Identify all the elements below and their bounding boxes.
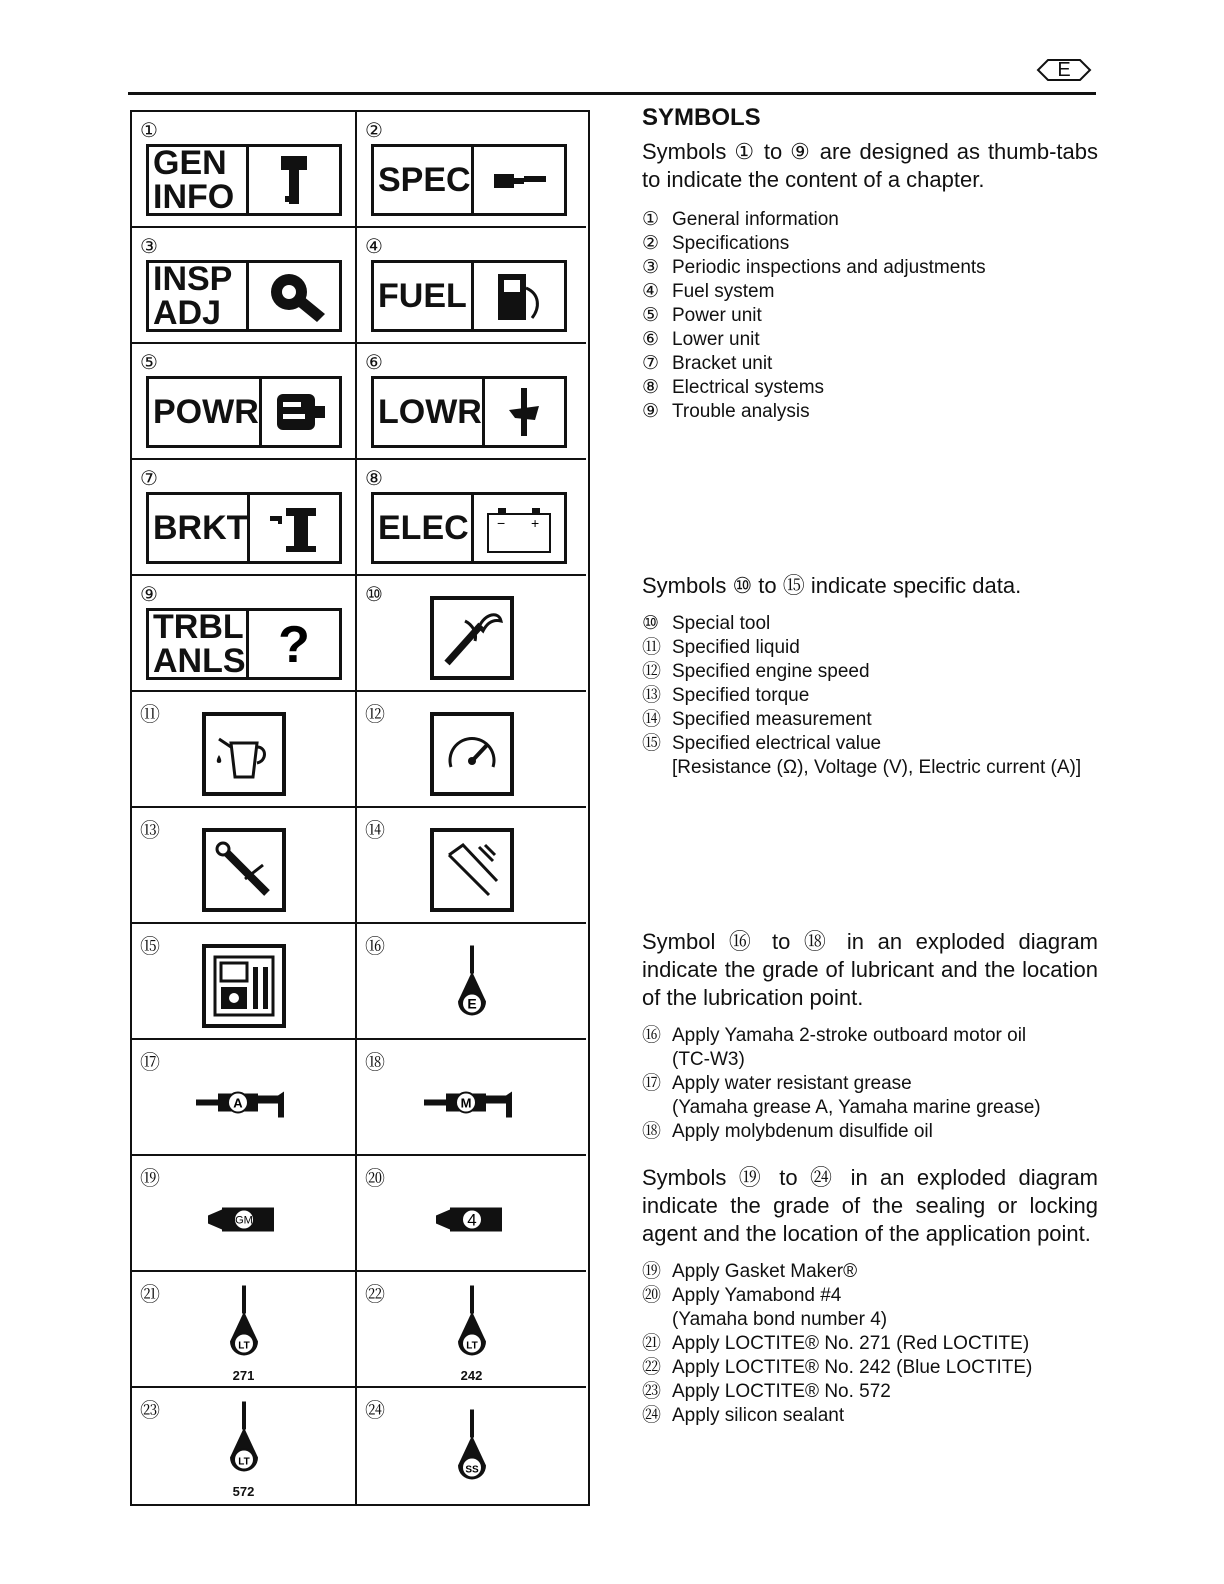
symbol-number: ⑱ xyxy=(365,1052,385,1074)
spec-probe-icon xyxy=(474,147,564,213)
list-item-text: Apply silicon sealant xyxy=(672,1405,845,1426)
thumb-tab-label xyxy=(149,608,249,680)
thumb-tab-line: ELEC xyxy=(378,509,469,547)
list-item-subtext: [Resistance (Ω), Voltage (V), Electric current (A)] xyxy=(672,757,1082,778)
svg-text:LT: LT xyxy=(465,1340,478,1352)
grease-gun-icon xyxy=(422,1086,522,1127)
symbol-number: ㉔ xyxy=(365,1400,385,1422)
list-item-number: ⑳ xyxy=(642,1285,662,1306)
thumb-tab-line: INFO xyxy=(153,178,235,216)
lubricant-section xyxy=(642,928,1098,1144)
symbol-number: ⑲ xyxy=(140,1168,160,1190)
loctite-drop-icon xyxy=(452,1286,492,1367)
list-item-number: ⑨ xyxy=(642,401,660,422)
loctite-number-label: 572 xyxy=(232,1484,255,1499)
list-item-text: Apply Gasket Maker® xyxy=(672,1261,858,1282)
list-item xyxy=(642,708,1098,732)
list-item xyxy=(642,1260,1098,1284)
symbol-number: ⑨ xyxy=(140,584,158,606)
symbol-number: ⑦ xyxy=(140,468,158,490)
list-item xyxy=(642,1404,1098,1428)
thumb-tab xyxy=(371,492,567,564)
thumb-tab-line: FUEL xyxy=(378,277,467,315)
bracket-icon xyxy=(250,495,339,561)
loctite-number-label: 271 xyxy=(232,1368,255,1383)
list-item xyxy=(642,256,1098,280)
symbol-number: ⑰ xyxy=(140,1052,160,1074)
torque-wrench-icon xyxy=(202,828,286,912)
symbol-number: ⑥ xyxy=(365,352,383,374)
list-item xyxy=(642,1284,1098,1308)
list-item-number: ㉑ xyxy=(642,1333,662,1354)
thumb-tab xyxy=(146,608,342,680)
tachometer-icon xyxy=(430,712,514,796)
wrench-icon xyxy=(249,263,339,329)
intro-paragraph-3: Symbol ⑯ to ⑱ in an exploded diagram indicate the grade of lubricant and the location of the lubrication point. xyxy=(642,929,1098,1010)
list-item xyxy=(642,352,1098,376)
list-item xyxy=(642,1380,1098,1404)
thumb-tab-label xyxy=(374,263,474,329)
list-item-text: Trouble analysis xyxy=(672,401,810,422)
svg-text:SS: SS xyxy=(464,1464,479,1476)
list-item-number: ⑤ xyxy=(642,305,660,326)
battery-icon xyxy=(474,495,564,561)
loctite-number-label: 242 xyxy=(460,1368,483,1383)
symbol-number: ⑬ xyxy=(140,820,160,842)
list-item xyxy=(642,1024,1098,1048)
list-item-number: ⑬ xyxy=(642,685,662,706)
thumb-tab-line: LOWR xyxy=(378,393,482,431)
list-item xyxy=(642,1332,1098,1356)
thumb-tab xyxy=(146,492,342,564)
list-item-number: ④ xyxy=(642,281,660,302)
fuel-pump-icon xyxy=(474,263,564,329)
list-item-text: Specified liquid xyxy=(672,637,800,658)
symbol-cell xyxy=(132,924,357,1040)
symbol-number: ⑭ xyxy=(365,820,385,842)
oil-drop-icon xyxy=(452,946,492,1027)
section-heading: SYMBOLS xyxy=(642,104,761,131)
symbol-grid xyxy=(130,110,590,1506)
symbol-cell xyxy=(132,460,357,576)
intro-paragraph-1: Symbols ① to ⑨ are designed as thumb-tabs to indicate the content of a chapter. xyxy=(642,139,1098,192)
symbol-number: ⑧ xyxy=(365,468,383,490)
svg-text:A: A xyxy=(232,1095,243,1111)
list-item xyxy=(642,1120,1098,1144)
symbol-number: ② xyxy=(365,120,383,142)
symbol-cell xyxy=(357,460,586,576)
svg-text:LT: LT xyxy=(237,1340,250,1352)
list-item xyxy=(642,376,1098,400)
list-item-subtext: (Yamaha bond number 4) xyxy=(672,1309,888,1330)
symbol-cell xyxy=(357,924,586,1040)
list-item-text: Apply Yamabond #4 xyxy=(672,1285,842,1306)
symbol-number: ㉑ xyxy=(140,1284,160,1306)
symbol-cell xyxy=(132,1156,357,1272)
list-item-text: General information xyxy=(672,209,839,230)
thumb-tab xyxy=(371,144,567,216)
svg-text:E: E xyxy=(466,995,477,1012)
symbol-cell xyxy=(132,1272,357,1388)
thumb-tab-line: INSP xyxy=(153,260,233,298)
specific-data-section xyxy=(642,572,1098,780)
list-item-text: Apply LOCTITE® No. 572 xyxy=(672,1381,891,1402)
thumb-tab xyxy=(371,376,567,448)
svg-text:−: − xyxy=(497,515,506,531)
symbol-cell xyxy=(132,1040,357,1156)
list-item-number: ㉓ xyxy=(642,1381,662,1402)
list-item xyxy=(642,232,1098,256)
question-mark-icon xyxy=(249,611,339,677)
list-item xyxy=(642,684,1098,708)
symbol-cell xyxy=(357,1040,586,1156)
list-item-number: ② xyxy=(642,233,660,254)
symbol-number: ⑩ xyxy=(365,584,383,606)
symbol-cell xyxy=(132,344,357,460)
thumb-tab-label xyxy=(149,379,262,445)
list-item-text: Specifications xyxy=(672,233,790,254)
outboard-motor-icon xyxy=(249,147,339,213)
symbol-cell xyxy=(357,1272,586,1388)
symbol-cell xyxy=(357,1388,586,1504)
list-item-number: ⑪ xyxy=(642,637,662,658)
thumb-tab-label xyxy=(149,260,249,332)
list-item-number: ⑧ xyxy=(642,377,660,398)
list-item-text: Fuel system xyxy=(672,281,775,302)
list-item-text: Bracket unit xyxy=(672,353,773,374)
symbol-cell xyxy=(357,692,586,808)
list-item-text: Specified measurement xyxy=(672,709,872,730)
list-item-number: ⑱ xyxy=(642,1121,662,1142)
svg-text:+: + xyxy=(531,515,540,531)
list-item-text: Specified torque xyxy=(672,685,810,706)
list-item-number: ⑫ xyxy=(642,661,662,682)
symbol-cell xyxy=(132,692,357,808)
list-item-number: ㉔ xyxy=(642,1405,662,1426)
thumb-tab-line: ADJ xyxy=(153,294,222,332)
thumb-tab-line: POWR xyxy=(153,393,259,431)
list-item xyxy=(642,1356,1098,1380)
symbol-number: ⑪ xyxy=(140,704,160,726)
sealant-drop-icon xyxy=(452,1410,492,1491)
loctite-drop-icon xyxy=(224,1402,264,1483)
lower-unit-icon xyxy=(485,379,564,445)
sealant-list xyxy=(642,1260,1098,1428)
loctite-drop-icon xyxy=(224,1286,264,1367)
symbol-cell xyxy=(357,228,586,344)
intro-paragraph-2: Symbols ⑩ to ⑮ indicate specific data. xyxy=(642,573,1022,598)
symbol-number: ⑮ xyxy=(140,936,160,958)
thumb-tab-line: BRKT xyxy=(153,509,248,547)
thumb-tab-line: GEN xyxy=(153,144,227,182)
list-item xyxy=(642,400,1098,424)
thumb-tab-label xyxy=(374,147,474,213)
list-item xyxy=(642,1072,1098,1096)
symbol-cell xyxy=(357,576,586,692)
sealant-tube-icon xyxy=(432,1204,512,1241)
symbols-section xyxy=(642,104,1098,424)
svg-text:4: 4 xyxy=(466,1210,477,1230)
list-item-text: Lower unit xyxy=(672,329,760,350)
thumb-tab-line: ANLS xyxy=(153,642,246,680)
list-item-text: Apply water resistant grease xyxy=(672,1073,912,1094)
list-item-number: ③ xyxy=(642,257,660,278)
list-item-number: ⑭ xyxy=(642,709,662,730)
list-item-number: ⑯ xyxy=(642,1025,662,1046)
thumb-tab-line: SPEC xyxy=(378,161,471,199)
list-item-number: ⑥ xyxy=(642,329,660,350)
language-badge xyxy=(1036,58,1092,82)
intro-paragraph-4: Symbols ⑲ to ㉔ in an exploded diagram indicate the grade of the sealing or locking agent and the location of the application point. xyxy=(642,1165,1098,1246)
list-item-text: Periodic inspections and adjustments xyxy=(672,257,986,278)
svg-text:M: M xyxy=(460,1095,471,1111)
list-item-text: Power unit xyxy=(672,305,762,326)
thumb-tab-list xyxy=(642,208,1098,424)
list-item-number: ㉒ xyxy=(642,1357,662,1378)
grease-gun-icon xyxy=(194,1086,294,1127)
symbol-number: ⑯ xyxy=(365,936,385,958)
thumb-tab xyxy=(146,260,342,332)
list-item-text: Specified engine speed xyxy=(672,661,870,682)
list-item-text: Apply Yamaha 2-stroke outboard motor oil xyxy=(672,1025,1027,1046)
sealant-section xyxy=(642,1164,1098,1428)
thumb-tab xyxy=(371,260,567,332)
caliper-icon xyxy=(430,828,514,912)
list-item-text: Apply LOCTITE® No. 242 (Blue LOCTITE) xyxy=(672,1357,1033,1378)
list-item-subtext: (Yamaha grease A, Yamaha marine grease) xyxy=(672,1097,1041,1118)
thumb-tab-label xyxy=(149,495,250,561)
list-item-number: ⑦ xyxy=(642,353,660,374)
header-rule xyxy=(128,92,1096,95)
list-item-text: Apply LOCTITE® No. 271 (Red LOCTITE) xyxy=(672,1333,1030,1354)
lubricant-list xyxy=(642,1024,1098,1144)
symbol-number: ⑫ xyxy=(365,704,385,726)
special-tool-icon xyxy=(430,596,514,680)
thumb-tab xyxy=(146,144,342,216)
list-item xyxy=(642,612,1098,636)
symbol-number: ① xyxy=(140,120,158,142)
list-item xyxy=(642,732,1098,756)
oil-can-icon xyxy=(202,712,286,796)
list-item xyxy=(642,636,1098,660)
thumb-tab-label xyxy=(149,144,249,216)
list-item-number: ⑮ xyxy=(642,733,662,754)
list-item xyxy=(642,304,1098,328)
svg-text:GM: GM xyxy=(234,1214,253,1227)
symbol-cell xyxy=(357,808,586,924)
symbol-cell xyxy=(357,112,586,228)
symbol-cell xyxy=(357,344,586,460)
symbol-number: ⑤ xyxy=(140,352,158,374)
multimeter-icon xyxy=(202,944,286,1028)
thumb-tab-line: TRBL xyxy=(153,608,244,646)
list-item xyxy=(642,208,1098,232)
list-item-subtext: (TC-W3) xyxy=(672,1049,745,1070)
language-letter: E xyxy=(1057,59,1071,81)
symbol-cell xyxy=(357,1156,586,1272)
list-item-number: ⑲ xyxy=(642,1261,662,1282)
list-item xyxy=(642,280,1098,304)
symbol-cell xyxy=(132,808,357,924)
engine-icon xyxy=(262,379,339,445)
list-item-text: Specified electrical value xyxy=(672,733,882,754)
sealant-tube-icon xyxy=(204,1204,284,1241)
list-item-number: ⑰ xyxy=(642,1073,662,1094)
list-item-number: ① xyxy=(642,209,660,230)
symbol-cell xyxy=(132,228,357,344)
symbol-cell xyxy=(132,576,357,692)
symbol-number: ④ xyxy=(365,236,383,258)
svg-text:?: ? xyxy=(278,616,310,672)
list-item-text: Special tool xyxy=(672,613,771,634)
list-item-text: Apply molybdenum disulfide oil xyxy=(672,1121,933,1142)
thumb-tab-label xyxy=(374,379,485,445)
symbol-number: ㉓ xyxy=(140,1400,160,1422)
list-item xyxy=(642,660,1098,684)
list-item-number: ⑩ xyxy=(642,613,660,634)
thumb-tab xyxy=(146,376,342,448)
list-item xyxy=(642,328,1098,352)
symbol-number: ⑳ xyxy=(365,1168,385,1190)
thumb-tab-label xyxy=(374,495,474,561)
symbol-cell xyxy=(132,1388,357,1504)
specific-data-list xyxy=(642,612,1098,780)
svg-text:LT: LT xyxy=(237,1456,250,1468)
symbol-number: ③ xyxy=(140,236,158,258)
list-item-text: Electrical systems xyxy=(672,377,825,398)
symbol-number: ㉒ xyxy=(365,1284,385,1306)
symbol-cell xyxy=(132,112,357,228)
